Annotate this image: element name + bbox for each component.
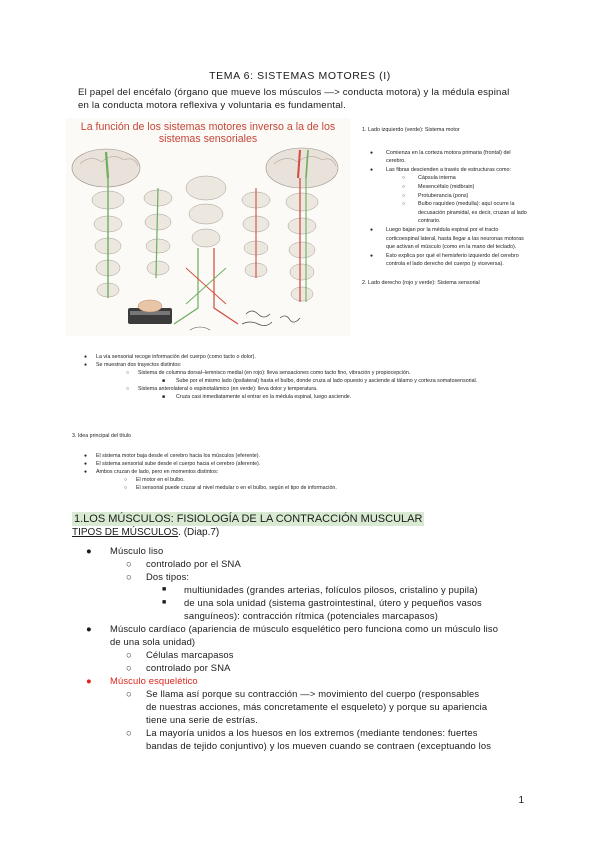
bullet-icon: ● [370, 226, 374, 233]
bullet-icon: ● [84, 453, 88, 459]
circle-bullet-icon: ○ [402, 201, 406, 208]
list-item: ○ Dos tipos: [126, 571, 190, 582]
section-title: 1.LOS MÚSCULOS: FISIOLOGÍA DE LA CONTRACCIÓN MUSCULAR [74, 513, 423, 525]
circle-bullet-icon: ○ [402, 192, 406, 199]
bullet-icon: ● [86, 675, 92, 686]
bullet-icon: ● [370, 252, 374, 259]
circle-bullet-icon: ○ [126, 558, 132, 569]
notes-heading: 3. Idea principal del título [72, 433, 131, 439]
center-section-icon [186, 176, 226, 247]
list-item: ○ Sistema anterolateral o espinotalámico (en verde): lleva dolor y temperatura. [126, 386, 318, 392]
section-subtitle: TIPOS DE MÚSCULOS. (Diap.7) [72, 527, 220, 538]
neuroanatomy-diagram [66, 118, 350, 336]
list-item-continuation: tiene una serie de estrías. [146, 714, 258, 725]
circle-bullet-icon: ○ [124, 477, 128, 483]
list-item: ● La vía sensorial recoge información del cuerpo (como tacto o dolor). [84, 354, 256, 360]
list-item: ● Comienza en la corteza motora primaria (frontal) del cerebro. [370, 149, 511, 165]
list-item: ○ El motor en el bulbo. [124, 477, 185, 483]
square-bullet-icon: ■ [162, 586, 167, 593]
list-item: ● Las fibras descienden a través de estructuras como: [370, 166, 511, 173]
list-item: ● Se muestran dos trayectos distintos: [84, 362, 182, 368]
list-item: ○ Bulbo raquídeo (medulla): aquí ocurre la decusación piramidal, es decir, cruzan al lado contrario. [402, 201, 527, 225]
circle-bullet-icon: ○ [124, 485, 128, 491]
list-item-continuation: de nuestras acciones, más concretamente el esqueleto) y porque su apariencia [146, 701, 488, 712]
list-item: ■ de una sola unidad (sistema gastrointestinal, útero y pequeños vasos [162, 597, 482, 608]
list-item: ○ Protuberancia (pons) [402, 192, 469, 199]
bullet-icon: ● [370, 166, 374, 173]
list-item: ○ Se llama así porque su contracción —> movimiento del cuerpo (responsables [126, 688, 480, 699]
right-brain-icon [266, 148, 338, 188]
list-item: ● Ambos cruzan de lado, pero en momentos distintos: [84, 469, 219, 475]
list-item: ○ Sistema de columna dorsal–lemnisco medial (en rojo): lleva sensaciones como tacto fino, vibración y propiocepción. [126, 370, 411, 376]
bullet-icon: ● [370, 149, 374, 156]
circle-bullet-icon: ○ [402, 183, 406, 190]
list-item: ● Luego bajan por la médula espinal por el tracto corticoespinal lateral, hasta llegar a las neuronas motoras que activan el músculo (como en la mano del teclado). [370, 226, 524, 251]
list-item: ■ Sube por el mismo lado (ipsilateral) hasta el bulbo, donde cruza al lado opuesto y asciende al tálamo y corteza somatosensorial. [162, 378, 478, 384]
bullet-icon: ● [84, 354, 88, 360]
list-item: ● Músculo cardíaco (apariencia de músculo esquelético pero funciona como un músculo liso [86, 623, 499, 634]
circle-bullet-icon: ○ [126, 649, 132, 660]
figure-title: La función de los sistemas motores inverso a la de los sistemas sensoriales [80, 121, 336, 145]
list-item: ○ Mesencéfalo (midbrain) [402, 183, 475, 190]
list-item: ■ multiunidades (grandes arterias, folículos pilosos, cristalino y pupila) [162, 584, 478, 595]
list-item: ● El sistema sensorial sube desde el cuerpo hacia el cerebro (aferente). [84, 461, 261, 467]
list-item: 2. Lado derecho (rojo y verde): Sistema sensorial [362, 279, 480, 286]
square-bullet-icon: ■ [162, 378, 166, 384]
square-bullet-icon: ■ [162, 394, 166, 400]
list-item: ● Esto explica por qué el hemisferio izquierdo del cerebro controla el lado derecho del cuerpo (y viceversa). [370, 252, 519, 268]
list-item: ○ La mayoría unidos a los huesos en los extremos (mediante tendones: fuertes [126, 727, 478, 738]
circle-bullet-icon: ○ [126, 386, 130, 392]
list-item: ● Músculo esquelético [86, 675, 198, 686]
square-bullet-icon: ■ [162, 599, 167, 606]
list-item: ■ Cruza casi inmediatamente al entrar en la médula espinal, luego asciende. [162, 394, 352, 400]
list-item: 1. Lado izquierdo (verde): Sistema motor [362, 127, 460, 133]
list-item: ○ controlado por el SNA [126, 558, 241, 569]
circle-bullet-icon: ○ [126, 662, 132, 673]
bullet-icon: ● [84, 461, 88, 467]
right-spinal-sections-icon [242, 192, 318, 301]
intro-paragraph: El papel del encéfalo (órgano que mueve los músculos —> conducta motora) y la médula espinal en la conducta motora reflexiva y voluntaria es fundamental. [78, 87, 510, 111]
list-item: ○ controlado por SNA [126, 662, 231, 673]
circle-bullet-icon: ○ [126, 727, 132, 738]
list-item: ● El sistema motor baja desde el cerebro hacia los músculos (eferente). [84, 453, 260, 459]
bullet-icon: ● [84, 469, 88, 475]
bullet-icon: ● [86, 545, 92, 556]
left-spinal-sections-icon [92, 190, 172, 297]
sensory-notes [82, 353, 502, 401]
list-item-continuation: bandas de tejido conjuntivo) y los mueven cuando se contraen (exceptuando los [146, 740, 492, 751]
circle-bullet-icon: ○ [126, 688, 132, 699]
list-item: ○ El sensorial puede cruzar al nivel medular o en el bulbo, según el tipo de información. [124, 485, 337, 491]
left-brain-icon [72, 149, 140, 187]
list-item-continuation: de una sola unidad) [110, 636, 196, 647]
circle-bullet-icon: ○ [126, 370, 130, 376]
page-number: 1 [518, 795, 524, 806]
list-item: ● Músculo liso [86, 545, 164, 556]
figure-explanation [362, 126, 530, 288]
list-item: ○ Células marcapasos [126, 649, 234, 660]
keyboard-hand-icon [128, 300, 172, 324]
motor-sensory-figure [66, 118, 350, 336]
bullet-icon: ● [86, 623, 92, 634]
bullet-icon: ● [84, 362, 88, 368]
page-title: TEMA 6: SISTEMAS MOTORES (I) [209, 70, 391, 82]
circle-bullet-icon: ○ [126, 571, 132, 582]
main-idea-notes [72, 432, 502, 492]
list-item: ○ Cápsula interna [402, 175, 456, 182]
list-item-continuation: sanguíneos): contracción rítmica (potenciales marcapasos) [184, 610, 438, 621]
circle-bullet-icon: ○ [402, 175, 406, 182]
